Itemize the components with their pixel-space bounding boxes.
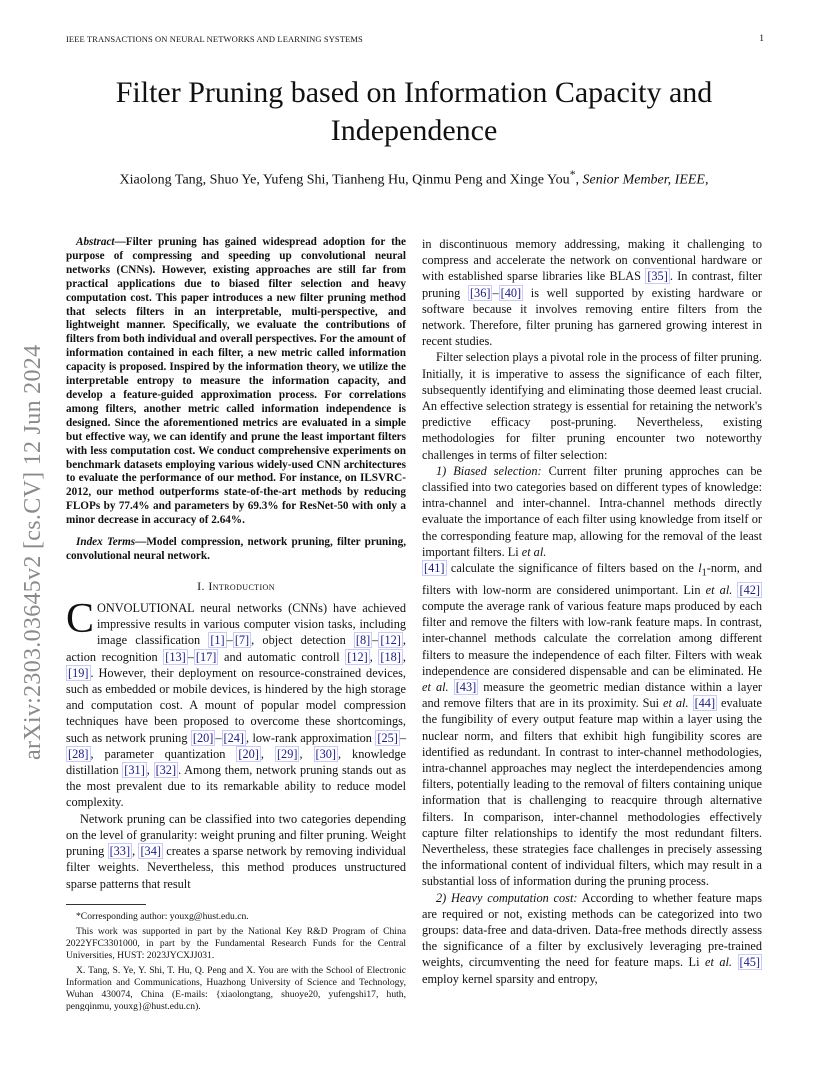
citation-link[interactable]: [7] — [234, 633, 250, 648]
citation-link[interactable]: [41] — [424, 561, 445, 576]
citation-link[interactable]: [19] — [68, 665, 89, 680]
right-paragraph-1 — [422, 236, 762, 349]
right-paragraph-2: Filter selection plays a pivotal role in the process of filter pruning. Initially, it is imperative to assess the significance of each filter, subsequently identifying and eliminating those deemed least crucial. An effective selection strategy is essential for retaining the network's predictive efficacy post-pruning. Nevertheless, existing methodologies for filter pruning encounter two noteworthy challenges in terms of filter selection: — [422, 350, 762, 462]
section-heading-introduction — [66, 578, 406, 594]
text-run: , action recognition — [66, 633, 406, 664]
text-run: – — [399, 730, 406, 745]
section-title: Introduction — [208, 578, 275, 593]
norm-subscript: 1 — [701, 567, 707, 579]
citation-link[interactable]: [1] — [210, 633, 225, 648]
corresponding-mark: * — [569, 168, 576, 181]
text-run: , — [402, 649, 406, 664]
subsection-label: 2) Heavy computation cost: — [436, 890, 578, 905]
norm-symbol: l — [698, 561, 702, 576]
text-run: measure the geometric median distance within a layer and remove filters that are in its proximity. Sui — [422, 679, 762, 711]
citation-link[interactable]: [36] — [469, 285, 491, 300]
subsection-label: 1) Biased selection: — [436, 463, 542, 478]
text-run: in discontinuous memory addressing, making it challenging to compress and accelerate the network on conventional hardware or with established sparse libraries like BLAS — [422, 237, 762, 284]
text-run: , — [299, 746, 314, 761]
citation-link[interactable]: [18] — [380, 649, 401, 664]
text-run: , object detection — [251, 633, 354, 648]
author-list — [40, 168, 788, 189]
right-paragraph-3 — [422, 463, 762, 890]
text-run: Current filter pruning approches can be classified into two categories based on different types of knowledge: intra-channel and inter-channel. Intra-channel methods directly evaluate the importance of each filter using knowledge from itself or the corresponding feature map, allowing for the removal of the least important filters. Li — [422, 463, 762, 559]
citation-link[interactable]: [13] — [165, 649, 186, 664]
text-run: – — [372, 633, 379, 648]
index-terms-text: —Model compression, network pruning, filter pruning, convolutional neural network. — [66, 536, 406, 562]
index-terms — [66, 536, 406, 564]
citation-link[interactable]: [34] — [140, 844, 161, 859]
text-run: , — [369, 649, 379, 664]
text-run: and automatic controll — [218, 649, 346, 664]
et-al: et al. — [422, 679, 449, 694]
citation-link[interactable]: [40] — [500, 285, 522, 300]
footnotes — [66, 904, 406, 1016]
citation-link[interactable]: [45] — [739, 955, 760, 970]
section-numeral: I. — [197, 578, 209, 593]
text-run: evaluate the fungibility of every output feature map within a layer using the nuclear norm, and filters that exhibit high fungibility scores are identified as redundant. In contrast to inter-channel methodologies, intra-channel approaches may neglect the interdependencies among filters, potentially leading to the removal of filters containing unique information that is challenging to reacquire through alternative filters. In comparison, inter-channel methodologies effectively capture filter relationships to identify the most redundant filters. Nevertheless, these strategies face challenges in precisely assessing the informational content of individual filters, which may result in a substantial loss of information during the pruning process. — [422, 696, 763, 889]
text-run: – — [492, 285, 499, 300]
text-run: is well supported by existing hardware or software because it involves removing entire filters from the network. Therefore, filter pruning has garnered growing interest in recent studies. — [422, 285, 763, 349]
right-paragraph-4 — [422, 890, 762, 987]
left-column — [66, 236, 406, 892]
text-run: , low-rank approximation — [246, 730, 376, 745]
citation-link[interactable]: [42] — [739, 582, 760, 597]
citation-link[interactable]: [12] — [347, 649, 368, 664]
text-run: creates a sparse network by removing individual filter weights. Nevertheless, this method produces unstructured sparse patterns that result — [66, 844, 406, 891]
footnote-affiliation: X. Tang, S. Ye, Y. Shi, T. Hu, Q. Peng and X. You are with the School of Electronic Information and Communications, Huazhong University of Science and Technology, Wuhan 430074, China (E-mails: {xiaolongtang, shuoye20, yufengshi17, huth, pengqinmu, youxg}@hust.edu.cn). — [66, 965, 406, 1012]
et-al: et al. — [705, 582, 733, 597]
text-run: calculate the significance of filters based on the — [446, 561, 699, 576]
citation-link[interactable]: [32] — [155, 763, 177, 778]
text-run: According to whether feature maps are required or not, existing methods can be categorized into two groups: data-free and data-driven. Data-free methods directly assess the significance of a filter by exclusively leveraging pre-trained weights, circumventing the need for feature maps. Li — [422, 890, 762, 970]
paper-title: Filter Pruning based on Information Capacity and Independence — [115, 76, 713, 147]
citation-link[interactable]: [44] — [694, 696, 716, 711]
citation-link[interactable]: [43] — [455, 679, 477, 694]
text-run: , parameter quantization — [90, 746, 237, 761]
citation-link[interactable]: [25] — [377, 730, 398, 745]
author-suffix: , Senior Member, IEEE, — [575, 172, 709, 188]
citation-link[interactable]: [31] — [124, 763, 145, 778]
text-run: , — [132, 844, 139, 859]
text-run: – — [187, 649, 194, 664]
footnote-corresponding: *Corresponding author: youxg@hust.edu.cn. — [76, 911, 249, 922]
et-al: et al. — [663, 696, 689, 711]
et-al: et al. — [521, 544, 547, 559]
text-run: , knowledge distillation — [66, 746, 406, 778]
intro-paragraph-2 — [66, 811, 406, 892]
intro-paragraph-1 — [66, 596, 407, 811]
text-run: compute the average rank of various feature maps produced by each filter and remove the filters with low-rank feature maps. In contrast, inter-channel methods calculate the correlation among different filters to measure the independence of each filter. Filters with weak independence are considered dispensable and can be eliminated. He — [422, 598, 762, 678]
text-run: employ kernel sparsity and entropy, — [422, 971, 598, 986]
citation-link[interactable]: [17] — [195, 649, 217, 664]
text-run: -norm, and filters with low-norm are considered unimportant. Lin — [422, 561, 762, 597]
dropcap: C — [66, 596, 95, 643]
citation-link[interactable]: [35] — [647, 269, 668, 284]
citation-link[interactable]: [24] — [223, 730, 245, 745]
citation-link[interactable]: [12] — [380, 633, 401, 648]
journal-header: IEEE TRANSACTIONS ON NEURAL NETWORKS AND LEARNING SYSTEMS — [66, 34, 363, 44]
citation-link[interactable]: [20] — [238, 746, 259, 761]
abstract-label: Abstract — [76, 236, 115, 248]
footnote-funding: This work was supported in part by the National Key R&D Program of China 2022YFC3301000, in part by the Fundamental Research Funds for the Central Universities, HUST: 2023JYCXJJ031. — [66, 926, 406, 961]
abstract — [66, 236, 406, 528]
citation-link[interactable]: [28] — [68, 746, 89, 761]
citation-link[interactable]: [29] — [276, 746, 298, 761]
citation-link[interactable]: [33] — [109, 844, 131, 859]
citation-link[interactable]: [30] — [315, 746, 336, 761]
index-terms-label: Index Terms — [76, 536, 136, 549]
footnote-rule — [66, 904, 146, 905]
arxiv-stamp: arXiv:2303.03645v2 [cs.CV] 12 Jun 2024 — [20, 344, 46, 760]
citation-link[interactable]: [8] — [355, 633, 371, 648]
text-run: – — [226, 633, 233, 648]
abstract-text: —Filter pruning has gained widespread adoption for the purpose of compressing and speeding up convolutional neural networks (CNNs). However, existing approaches are still far from practical applications due to biased filter selection and heavy computation cost. This paper introduces a new filter pruning method that selects filters in an interpretable, multi-perspective, and lightweight manner. Specifically, we evaluate the contributions of filters from both individual and overall perspectives. For the amount of information contained in each filter, a new metric called information capacity is proposed. Inspired by the information theory, we utilize the interpretable entropy to measure the information capacity, and develop a feature-guided approximation process. For correlations among filters, another metric called information independence is designed. Since the aforementioned metrics are evaluated in a simple but effective way, we can identify and prune the least important filters with less computation cost. We conduct comprehensive experiments on benchmark datasets employing various widely-used CNN architectures to evaluate the performance of our method. For instance, on ILSVRC-2012, our method outperforms state-of-the-art methods by reducing FLOPs by 77.4% and parameters by 69.3% for ResNet-50 with only a minor decrease in accuracy of 2.64%. — [66, 236, 406, 527]
text-run: ONVOLUTIONAL neural networks (CNNs) have achieved impressive results in various computer vision tasks, including image classification — [97, 601, 406, 648]
text-run: . However, their deployment on resource-constrained devices, such as embedded or mobile devices, is hindered by the high storage and computation cost. A mount of popular model compression techniques have been proposed to overcome these shortcomings, such as network pruning — [66, 665, 406, 745]
author-names: Xiaolong Tang, Shuo Ye, Yufeng Shi, Tianheng Hu, Qinmu Peng and Xinge You — [119, 172, 570, 188]
et-al: et al. — [704, 955, 732, 970]
citation-link[interactable]: [20] — [192, 730, 214, 745]
text-run: Network pruning can be classified into two categories depending on the level of granularity: weight pruning and filter pruning. Weight pruning — [66, 811, 406, 859]
page-number: 1 — [759, 34, 764, 44]
text-run: , — [260, 746, 275, 761]
text-run: – — [215, 730, 222, 745]
text-run: , — [146, 763, 154, 778]
text-run: . Among them, network pruning stands out as the most prevalent due to its remarkable ability to reduce model complexity. — [66, 763, 407, 810]
right-column — [422, 236, 762, 987]
text-run: . In contrast, filter pruning — [422, 269, 762, 300]
